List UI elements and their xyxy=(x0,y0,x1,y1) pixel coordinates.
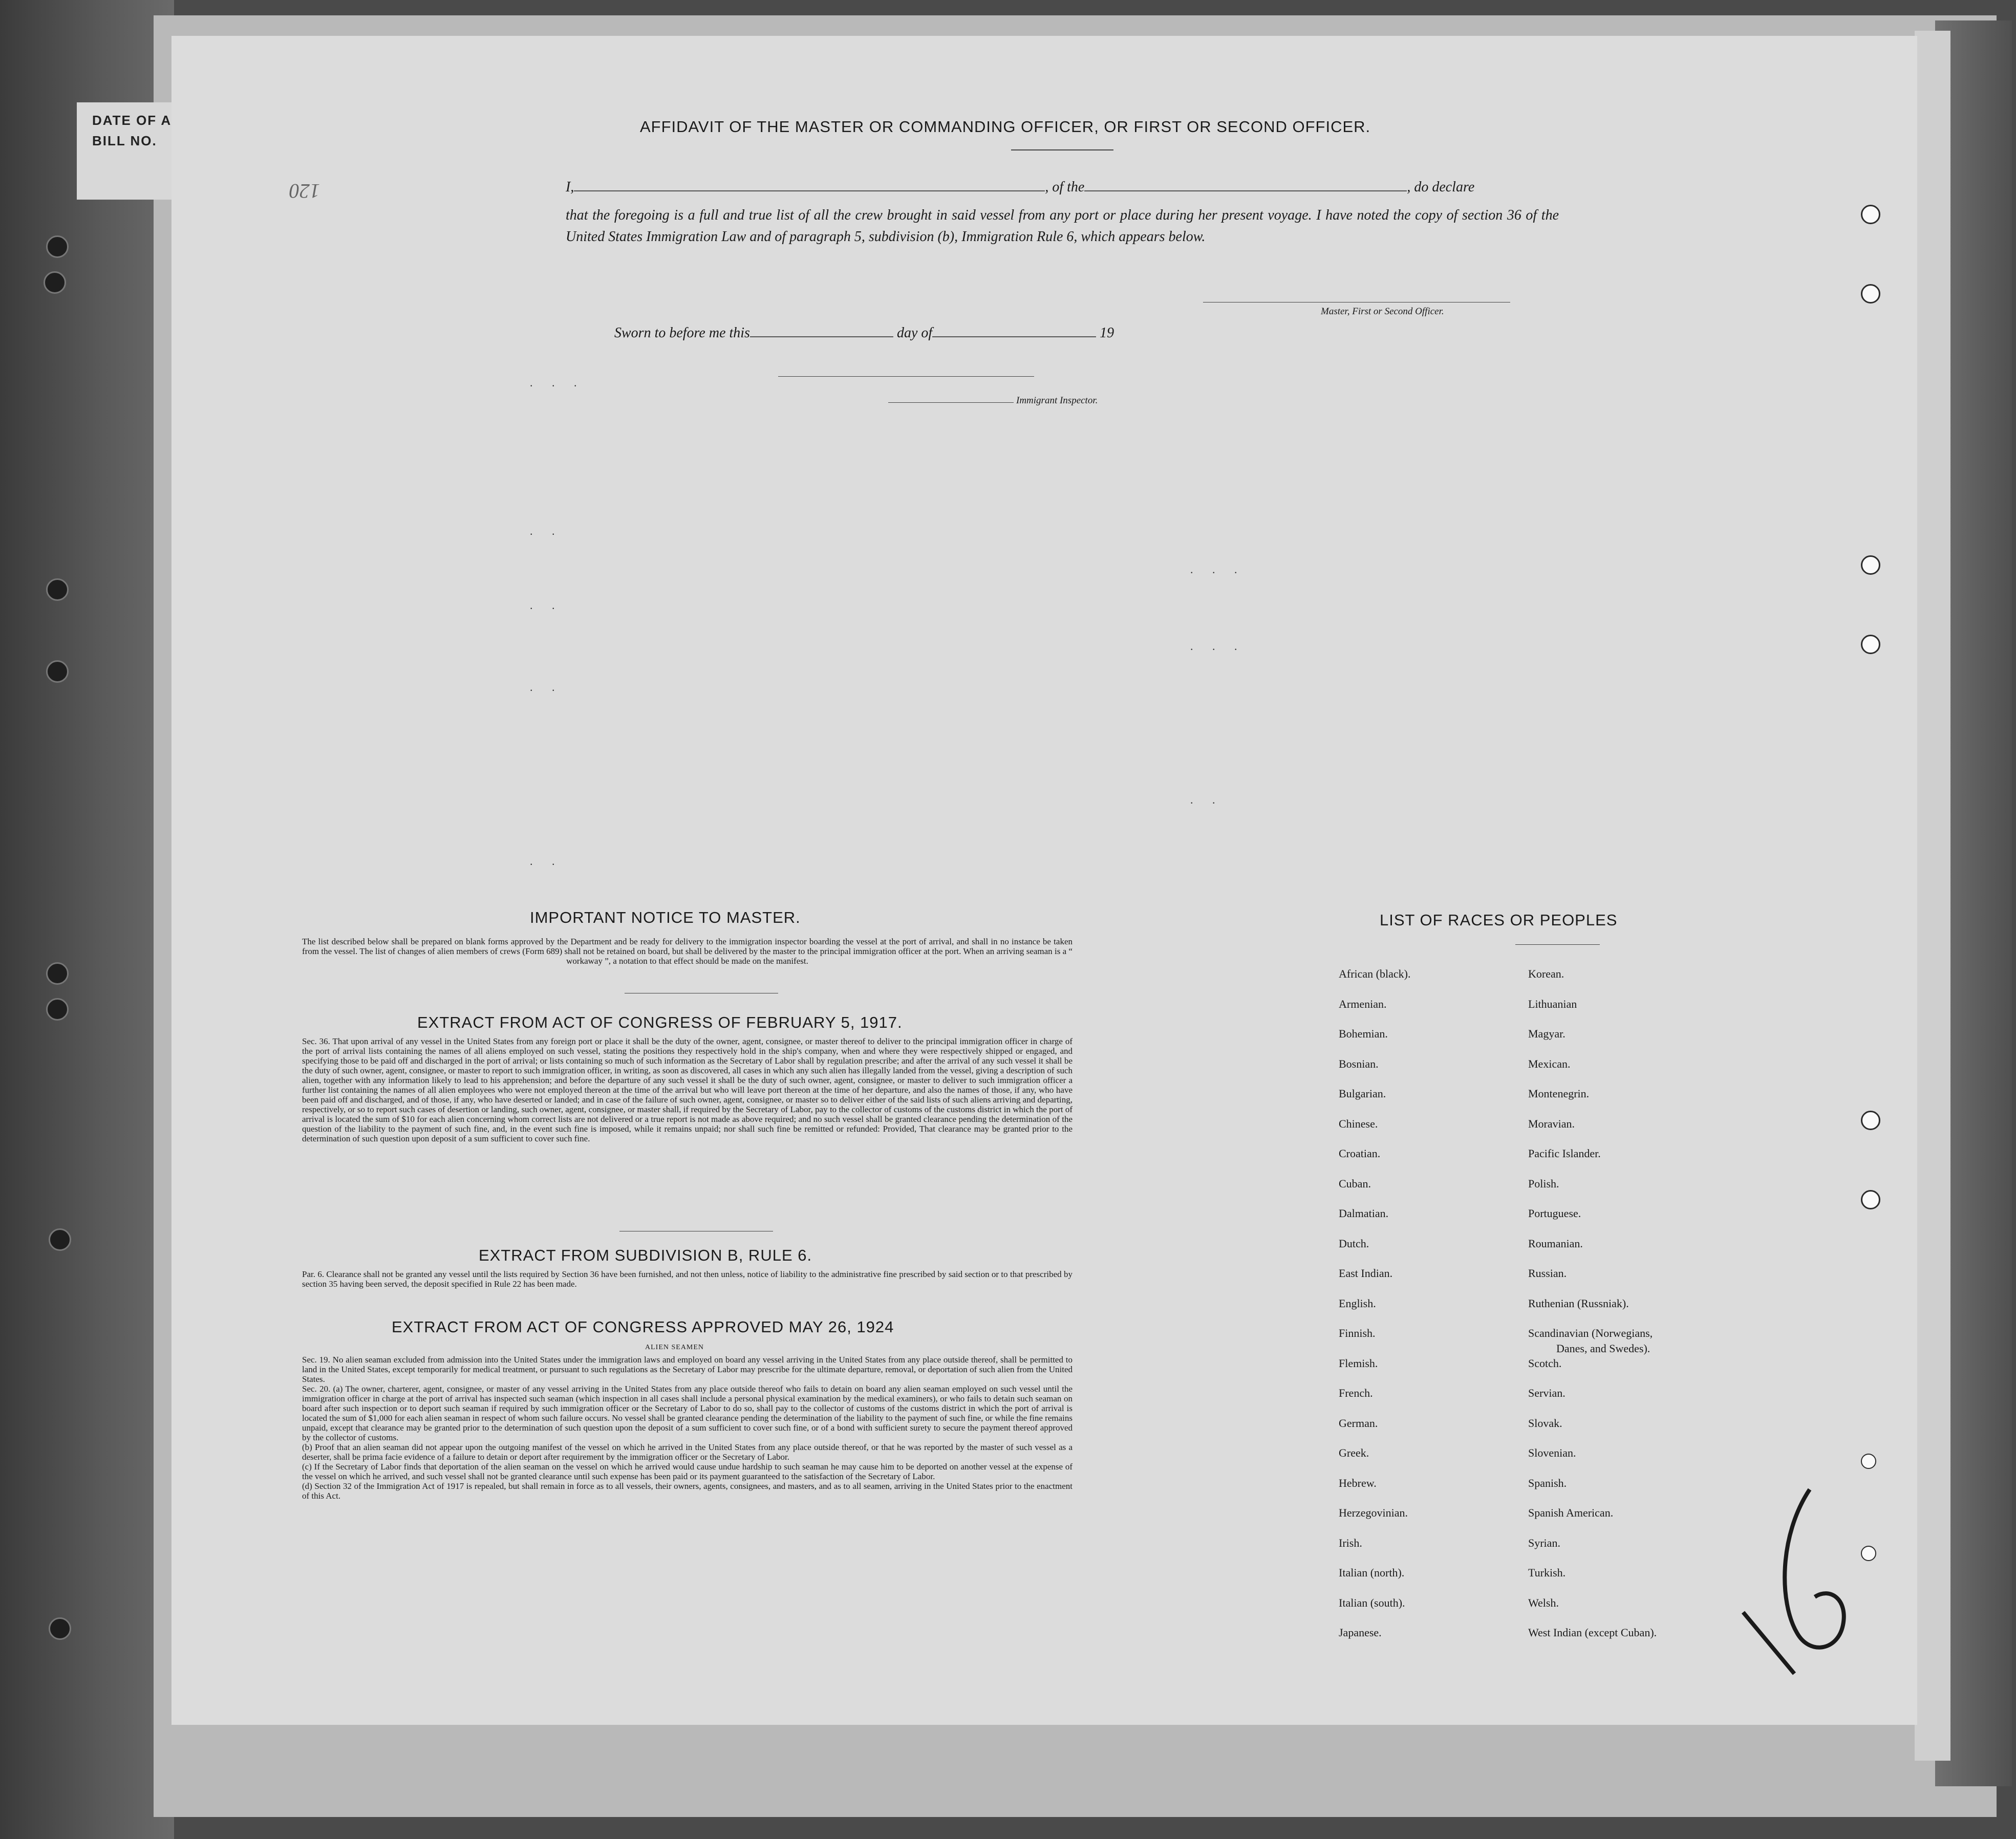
stub-line-1: DATE OF A xyxy=(92,113,172,128)
race-item: African (black). xyxy=(1339,967,1411,980)
race-item: Irish. xyxy=(1339,1536,1362,1549)
race-item: Bulgarian. xyxy=(1339,1087,1386,1100)
punch-hole-icon xyxy=(1861,1190,1880,1209)
race-item: Ruthenian (Russniak). xyxy=(1528,1296,1629,1310)
day-of-label: day of xyxy=(896,325,933,341)
right-sheet-edge xyxy=(1915,31,1950,1761)
ledger-stub xyxy=(77,102,184,200)
bleed-through-marks: . . xyxy=(530,855,563,868)
name-blank xyxy=(574,190,1045,191)
race-item: Scotch. xyxy=(1528,1356,1562,1370)
binder-hole-icon xyxy=(46,578,69,601)
race-item: Roumanian. xyxy=(1528,1237,1583,1250)
vessel-blank xyxy=(1084,190,1407,191)
race-item: Polish. xyxy=(1528,1177,1559,1190)
race-item: Spanish. xyxy=(1528,1476,1567,1489)
race-item: French. xyxy=(1339,1387,1373,1399)
race-item: Bosnian. xyxy=(1339,1057,1379,1070)
race-item: Italian (south). xyxy=(1339,1596,1405,1609)
race-item: West Indian (except Cuban). xyxy=(1528,1626,1657,1639)
race-item: Korean. xyxy=(1528,967,1564,980)
notice-title: IMPORTANT NOTICE TO MASTER. xyxy=(530,908,801,926)
race-item: Italian (north). xyxy=(1339,1566,1405,1579)
crew-list-page xyxy=(171,36,1917,1725)
race-item: Mexican. xyxy=(1528,1057,1571,1070)
extract-1924-sec19: Sec. 19. No alien seaman excluded from admission into the United States under the immigration laws and employed on board any vessel arriving in the United States from any place outside thereof, shall be permitted to land in the United States, except temporarily for medical treatment, or pursuant to such regulations as the Secretary of Labor may prescribe for the ultimate departure, removal, or deportation of such alien from the United States. xyxy=(302,1355,1073,1384)
binder-background xyxy=(0,0,174,1839)
extract-1917-body: Sec. 36. That upon arrival of any vessel in the United States from any foreign port or place it shall be the duty of the owner, agent, consignee, or master thereof to deliver to the principal immigration officer in charge of the port of arrival lists containing the names of all aliens employed on such vessel, stating the positions they respectively hold in the ship's company, when and where they were respectively shipped or engaged, and specifying those to be paid off and discharged in the port of arrival; or lists containing so much of such information as the Secretary of Labor shall by regulation prescribe; and after the arrival of any such vessel it shall be the duty of such owner, agent, consignee, or master to report to such immigration officer, in writing, as soon as discovered, all cases in which any such alien has illegally landed from the vessel, giving a description of such alien, together with any information likely to lead to his apprehension; and before the departure of any such vessel it shall be the duty of such owner, agent, consignee, or master to deliver to such immigration officer a further list containing the names of all alien employees who were not employed thereon at the time of the arrival but who will leave port thereon at the time of her departure, and also the names of those, if any, who have been paid off and discharged, and of those, if any, who have deserted or landed; and in case of the failure of such owner, agent, consignee, or master so to deliver either of the said lists of such aliens arriving and departing, respectively, or so to report such cases of desertion or landing, such owner, agent, consignee, or master shall, if required by the Secretary of Labor, pay to the collector of customs of the customs district in which the port of arrival is located the sum of $10 for each alien concerning whom correct lists are not delivered or a true report is not made as above required; and no such vessel shall be granted clearance pending the determination of the question of the liability to the payment of such fine, and, in the event such fine is imposed, while it remains unpaid; nor shall such fine be remitted or refunded: Provided, That clearance may be granted prior to the determination of such question upon deposit of a sum sufficient to cover such fine. xyxy=(302,1036,1073,1143)
binder-hole-icon xyxy=(46,998,69,1021)
punch-hole-icon xyxy=(1861,1546,1876,1561)
punch-hole-icon xyxy=(1861,284,1880,304)
binder-hole-icon xyxy=(46,962,69,985)
punch-hole-icon xyxy=(1861,635,1880,654)
bleed-through-marks: . . xyxy=(1190,793,1224,806)
stub-line-2: BILL NO. xyxy=(92,133,157,148)
affidavit-i: I, xyxy=(566,179,574,195)
binder-hole-icon xyxy=(49,1228,71,1251)
extract-1924-sec20c: (c) If the Secretary of Labor finds that deportation of the alien seaman on the vessel on which he arrived would cause undue hardship to such seaman he may cause him to be deported on another vessel at the expense of the vessel on which he arrived, and such vessel shall not be granted clearance until such expense has been paid or its payment guaranteed to the satisfaction of the Secretary of Labor. xyxy=(302,1462,1073,1481)
year-prefix: 19 xyxy=(1100,325,1114,341)
punch-hole-icon xyxy=(1861,1111,1880,1130)
bleed-through-marks: . . . xyxy=(530,376,585,389)
race-item: Flemish. xyxy=(1339,1356,1378,1370)
sworn-month-blank xyxy=(932,336,1096,337)
race-item: Lithuanian xyxy=(1528,997,1577,1010)
extract-1917-title: EXTRACT FROM ACT OF CONGRESS OF FEBRUARY 5, 1917. xyxy=(417,1013,903,1031)
race-item: Slovak. xyxy=(1528,1416,1562,1430)
race-item: Bohemian. xyxy=(1339,1027,1388,1040)
race-item: Syrian. xyxy=(1528,1536,1560,1549)
bleed-through-marks: . . xyxy=(530,525,563,537)
affidavit-of-the: , of the xyxy=(1045,179,1085,195)
extract-1924-sec20b: (b) Proof that an alien seaman did not appear upon the outgoing manifest of the vessel on which he arrived in the United States from any place outside thereof, or that he was reported by the master of such vessel as a deserter, shall be prima facie evidence of a failure to detain or deport after requirement by the immigration officer or the Secretary of Labor. xyxy=(302,1442,1073,1462)
race-item: Herzegovinian. xyxy=(1339,1506,1408,1519)
race-item: Spanish American. xyxy=(1528,1506,1614,1519)
binder-hole-icon xyxy=(46,235,69,258)
race-item: Dalmatian. xyxy=(1339,1207,1389,1220)
bleed-through-marks: . . . xyxy=(1190,563,1246,576)
race-item: Montenegrin. xyxy=(1528,1087,1590,1100)
extract-1924-sec20d: (d) Section 32 of the Immigration Act of 1917 is repealed, but shall remain in force as to all vessels, their owners, agents, consignees, and masters, and as to all seamen, arriving in the United States prior to the enactment of this Act. xyxy=(302,1481,1073,1501)
affidavit-declaration-line xyxy=(566,177,1723,198)
handwritten-page-number xyxy=(1733,1448,1861,1689)
race-item: Servian. xyxy=(1528,1387,1565,1399)
race-item: Moravian. xyxy=(1528,1117,1575,1130)
race-item: Turkish. xyxy=(1528,1566,1566,1579)
race-item: Greek. xyxy=(1339,1446,1369,1459)
race-item: Welsh. xyxy=(1528,1596,1559,1609)
binder-hole-icon xyxy=(44,271,66,294)
divider xyxy=(1011,149,1113,150)
race-item: Scandinavian (Norwegians, xyxy=(1528,1327,1653,1339)
bleed-through-marks: . . xyxy=(530,599,563,612)
race-item: Hebrew. xyxy=(1339,1476,1377,1489)
race-item: Armenian. xyxy=(1339,997,1387,1010)
divider xyxy=(1515,944,1600,945)
sworn-label: Sworn to before me this xyxy=(614,325,750,341)
bleed-through-marks: . . xyxy=(530,681,563,694)
race-item: Russian. xyxy=(1528,1267,1567,1280)
extract-1924-sec20a: Sec. 20. (a) The owner, charterer, agent, consignee, or master of any vessel arriving in the United States from any place outside thereof who fails to detain on board any alien seaman employed on such vessel until the immigration officer in charge at the port of arrival has inspected such seaman (which inspection in all cases shall include a personal physical examination by the medical examiners), or who fails to detain such seaman on board after such inspection or to deport such seaman if required by such immigration officer or the Secretary of Labor to do so, shall pay to the collector of customs of the customs district in which the port of arrival is located the sum of $1,000 for each alien seaman in respect of whom such failure occurs. No vessel shall be granted clearance pending the determination of the liability to the payment of such fine, or while the fine remains unpaid, except that clearance may be granted prior to the determination of such question upon the deposit of a sum sufficient to cover such fine, or of a bond with sufficient surety to secure the payment thereof approved by the collector of customs. xyxy=(302,1384,1073,1442)
race-item: East Indian. xyxy=(1339,1267,1393,1280)
sworn-line xyxy=(614,322,1114,344)
race-item: Slovenian. xyxy=(1528,1446,1576,1459)
margin-number: 120 xyxy=(289,180,320,203)
race-item: Magyar. xyxy=(1528,1027,1565,1040)
race-item: Japanese. xyxy=(1339,1626,1382,1639)
race-item: Cuban. xyxy=(1339,1177,1371,1190)
races-title: LIST OF RACES OR PEOPLES xyxy=(1380,911,1618,929)
affidavit-title: AFFIDAVIT OF THE MASTER OR COMMANDING OFFICER, OR FIRST OR SECOND OFFICER. xyxy=(640,118,1371,136)
inspector-signature-line-2 xyxy=(888,402,1014,403)
binder-hole-icon xyxy=(46,660,69,683)
affidavit-declare: , do declare xyxy=(1407,179,1475,195)
race-item: German. xyxy=(1339,1416,1378,1430)
bleed-through-marks: . . . xyxy=(1190,640,1246,653)
punch-hole-icon xyxy=(1861,1454,1876,1469)
race-item: Finnish. xyxy=(1339,1327,1376,1339)
race-item: Danes, and Swedes). xyxy=(1556,1342,1650,1355)
race-item: Dutch. xyxy=(1339,1237,1369,1250)
race-item: Chinese. xyxy=(1339,1117,1378,1130)
extract-rule6-body: Par. 6. Clearance shall not be granted any vessel until the lists required by Section 36 have been furnished, and not then unless, notice of liability to the administrative fine prescribed by said section or to that prescribed by section 35 having been served, the deposit specified in Rule 22 has been made. xyxy=(302,1269,1073,1289)
sworn-day-blank xyxy=(750,336,893,337)
race-item: Croatian. xyxy=(1339,1147,1381,1160)
race-item: Pacific Islander. xyxy=(1528,1147,1601,1160)
binder-hole-icon xyxy=(49,1617,71,1640)
inspector-signature-line-1 xyxy=(778,376,1034,377)
race-item: English. xyxy=(1339,1296,1376,1310)
punch-hole-icon xyxy=(1861,205,1880,224)
extract-rule6-title: EXTRACT FROM SUBDIVISION B, RULE 6. xyxy=(479,1246,812,1264)
affidavit-body: that the foregoing is a full and true list of all the crew brought in said vessel from any port or place during her present voyage. I have noted the copy of section 36 of the United States Immigration Law and of paragraph 5, subdivision (b), Immigration Rule 6, which appears below. xyxy=(566,207,1559,245)
inspector-signature-label: Immigrant Inspector. xyxy=(1016,395,1098,406)
extract-1924-title: EXTRACT FROM ACT OF CONGRESS APPROVED MAY 26, 1924 xyxy=(392,1318,894,1336)
master-signature-label: Master, First or Second Officer. xyxy=(1321,306,1444,317)
punch-hole-icon xyxy=(1861,555,1880,575)
race-item: Portuguese. xyxy=(1528,1207,1581,1220)
extract-1924-body xyxy=(302,1355,1073,1501)
extract-1924-subtitle: ALIEN SEAMEN xyxy=(645,1344,704,1351)
notice-body: The list described below shall be prepared on blank forms approved by the Department and be ready for delivery to the immigration inspector boarding the vessel at the port of arrival, and shall in no instance be taken from the vessel. The list of changes of alien members of crews (Form 689) shall not be retained on board, but shall be delivered by the master to the principal immigration officer at the port. When an arriving seaman is a “ workaway ”, a notation to that effect should be made on the manifest. xyxy=(302,937,1073,966)
